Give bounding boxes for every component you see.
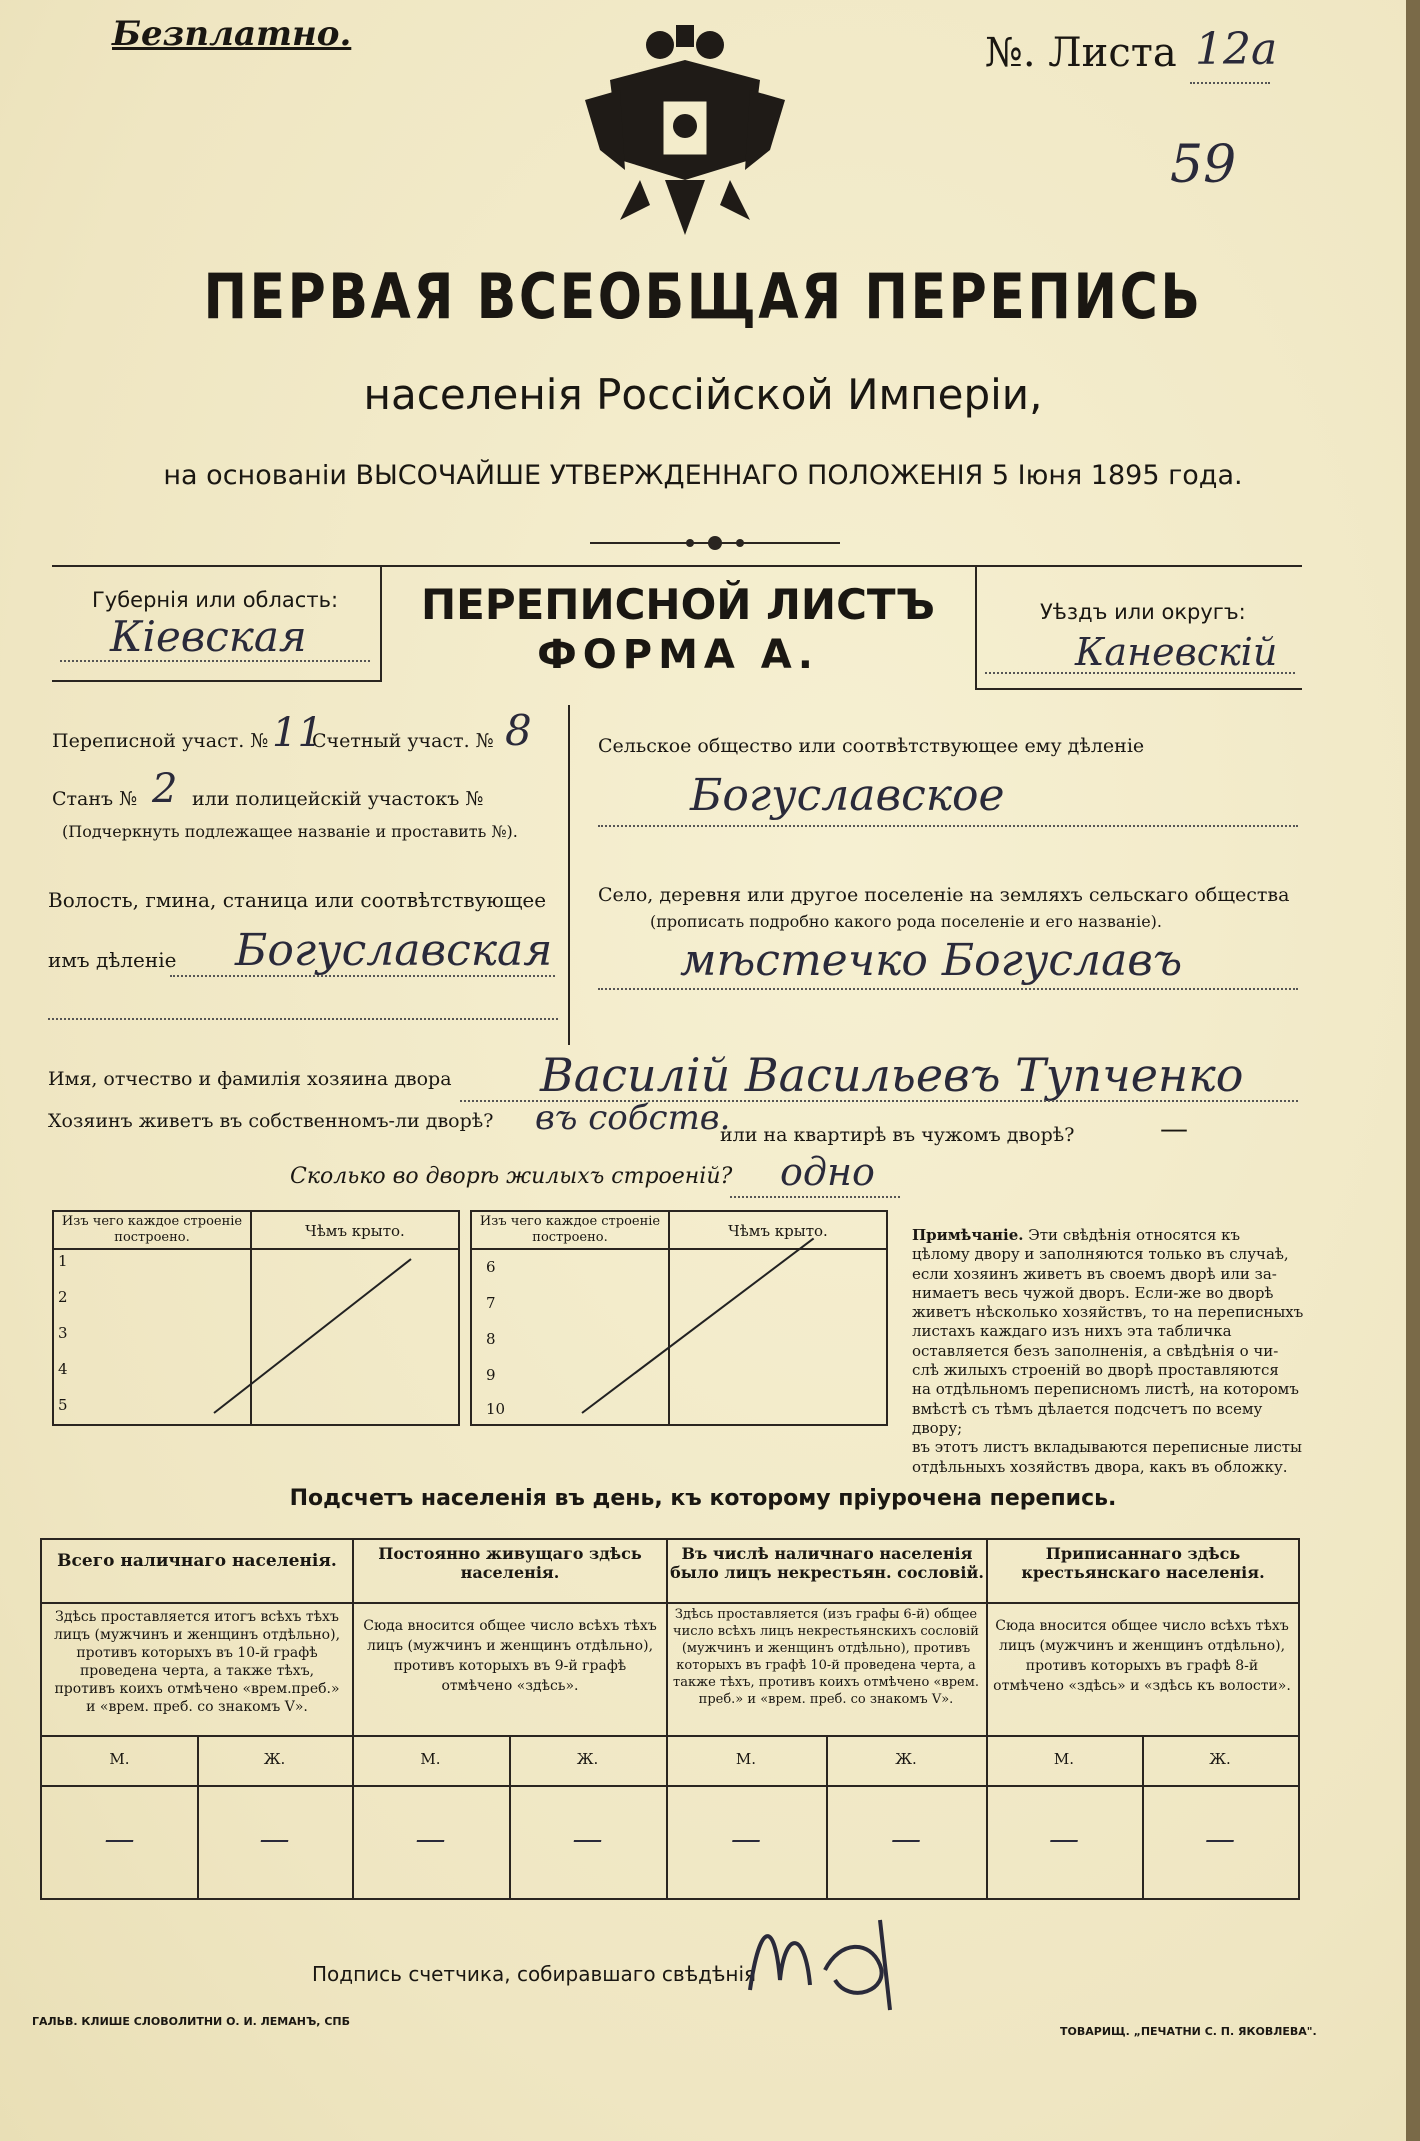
guberniya-label: Губернія или область: xyxy=(92,588,339,612)
stan-note: (Подчеркнуть подлежащее названіе и проставить №). xyxy=(62,822,518,841)
volost-line xyxy=(170,975,555,977)
zh-label-3: Ж. xyxy=(895,1750,917,1768)
lives-rest: или на квартирѣ въ чужомъ дворѣ? xyxy=(720,1124,1075,1146)
buildings-value: одно xyxy=(780,1150,875,1194)
buildings-col1-header-right: Изъ чего каждое строеніе построено. xyxy=(479,1214,661,1245)
sheet-number-value: 12а xyxy=(1195,24,1278,75)
subtitle: населенія Россійской Имперіи, xyxy=(363,370,1043,419)
uezd-label: Уѣздъ или округъ: xyxy=(1040,600,1246,624)
count-col2-body: Сюда вносится общее число всѣхъ тѣхъ лицъ (мужчинъ и женщинъ отдѣльно), противъ которыхъ въ 9-й графѣ отмѣчено «здѣсь». xyxy=(363,1618,657,1694)
signature-mark xyxy=(730,1910,930,2020)
volost-label2: имъ дѣленіе xyxy=(48,948,177,972)
note-line-11: отдѣльныхъ хозяйствъ двора, какъ въ обложку. xyxy=(912,1457,1288,1476)
perepisnoi-label: Переписной участ. № xyxy=(52,730,269,752)
guberniya-value: Кіевская xyxy=(110,612,307,661)
note-line-7: слѣ жилыхъ строеній во дворѣ проставляются xyxy=(912,1361,1279,1380)
schetny-value: 8 xyxy=(505,706,532,755)
note-block xyxy=(912,1226,1307,1477)
count-col2-head: Постоянно живущаго здѣсь населенія. xyxy=(378,1544,642,1582)
count-col4-body: Сюда вносится общее число всѣхъ тѣхъ лицъ (мужчинъ и женщинъ отдѣльно), противъ которыхъ въ графѣ 8-й отмѣчено «здѣсь» и «здѣсь къ волости». xyxy=(993,1618,1291,1694)
count-col4-head: Приписаннаго здѣсь крестьянскаго населенія. xyxy=(1021,1544,1265,1582)
stan-label: Станъ № xyxy=(52,788,138,810)
basis-line: на основаніи ВЫСОЧАЙШЕ УТВЕРЖДЕННАГО ПОЛОЖЕНІЯ 5 Іюня 1895 года. xyxy=(163,460,1243,491)
row-1: 1 xyxy=(58,1252,68,1270)
count-col1-head: Всего наличнаго населенія. xyxy=(57,1551,337,1571)
schetny-label: Счетный участ. № xyxy=(312,730,494,752)
guberniya-line xyxy=(60,660,370,662)
note-line-0: Эти свѣдѣнія относятся къ xyxy=(1028,1226,1241,1244)
count-title: Подсчетъ населенія въ день, къ которому пріурочена перепись. xyxy=(289,1486,1117,1511)
stan-value: 2 xyxy=(152,766,178,812)
count-col3-head: Въ числѣ наличнаго населенія было лицъ некрестьян. сословій. xyxy=(670,1544,984,1582)
note-line-10: въ этотъ листъ вкладываются переписные листы xyxy=(912,1438,1302,1457)
main-title: ПЕРВАЯ ВСЕОБЩАЯ ПЕРЕПИСЬ xyxy=(203,260,1203,333)
buildings-table-right xyxy=(470,1210,888,1426)
stan-rest: или полицейскій участокъ № xyxy=(192,788,484,810)
selo-line xyxy=(598,988,1298,990)
row-7: 7 xyxy=(486,1294,496,1312)
ornament-divider xyxy=(590,528,840,558)
uezd-line xyxy=(985,672,1295,674)
strike-line-left xyxy=(213,1258,411,1413)
row-3: 3 xyxy=(58,1324,68,1342)
form-subtitle: ФОРМА А. xyxy=(537,632,819,678)
zh-label-1: Ж. xyxy=(263,1750,286,1768)
left-printer-mark: ГАЛЬВ. КЛИШЕ СЛОВОЛИТНИ О. И. ЛЕМАНЪ, СПБ xyxy=(32,2015,350,2028)
form-title: ПЕРЕПИСНОЙ ЛИСТЪ xyxy=(420,580,936,629)
note-line-9: вмѣстѣ съ тѣмъ дѣлается подсчетъ по всему двору; xyxy=(912,1399,1263,1437)
free-label: Безплатно. xyxy=(112,14,352,54)
volost-line2 xyxy=(48,1018,558,1020)
count-col1-body: Здѣсь проставляется итогъ всѣхъ тѣхъ лицъ (мужчинъ и женщинъ отдѣльно), противъ которыхъ въ 10-й графѣ проведена черта, а также тѣхъ, противъ коихъ отмѣчено «врем.преб.» и «врем. преб. со знакомъ V». xyxy=(53,1609,341,1715)
value-dash-8: — xyxy=(1205,1822,1235,1857)
value-dash-6: — xyxy=(891,1822,921,1857)
buildings-col2-header-right: Чѣмъ крыто. xyxy=(728,1222,828,1240)
buildings-col2-header: Чѣмъ крыто. xyxy=(305,1222,405,1240)
buildings-table-left xyxy=(52,1210,460,1426)
value-dash-2: — xyxy=(259,1822,290,1857)
note-line-2: если хозяинъ живетъ въ своемъ дворѣ или за- xyxy=(912,1264,1277,1283)
imperial-eagle-emblem xyxy=(580,20,790,250)
volost-label: Волость, гмина, станица или соотвѣтствующее xyxy=(48,888,547,912)
sheet-number-line xyxy=(1190,82,1270,84)
value-dash-3: — xyxy=(415,1822,446,1857)
count-table xyxy=(40,1538,1300,1900)
buildings-line xyxy=(730,1196,900,1198)
value-dash-4: — xyxy=(572,1822,603,1857)
right-printer-mark: ТОВАРИЩ. „ПЕЧАТНИ С. П. ЯКОВЛЕВА". xyxy=(1060,2025,1317,2038)
lives-label: Хозяинъ живетъ въ собственномъ-ли дворѣ? xyxy=(48,1110,494,1132)
buildings-label: Сколько во дворѣ жилыхъ строеній? xyxy=(290,1164,733,1189)
row-2: 2 xyxy=(58,1288,68,1306)
note-line-1: цѣлому двору и заполняются только въ случаѣ, xyxy=(912,1245,1289,1264)
value-dash-5: — xyxy=(731,1822,761,1857)
row-8: 8 xyxy=(486,1330,496,1348)
buildings-col1-header: Изъ чего каждое строеніе построено. xyxy=(61,1214,243,1245)
row-10: 10 xyxy=(486,1400,506,1418)
selskoe-value: Богуславское xyxy=(690,770,1005,821)
owner-value: Василій Васильевъ Тупченко xyxy=(540,1048,1244,1102)
selskoe-line xyxy=(598,825,1298,827)
m-label-2: М. xyxy=(420,1750,441,1768)
note-line-6: оставляется безъ заполненія, а свѣдѣнія о чи- xyxy=(912,1341,1279,1360)
row-6: 6 xyxy=(486,1258,496,1276)
lives-dash: — xyxy=(1160,1112,1188,1145)
selo-note: (прописать подробно какого рода поселеніе и его названіе). xyxy=(650,912,1162,931)
archive-number: 59 xyxy=(1170,135,1237,195)
perepisnoi-value: 11 xyxy=(272,710,323,756)
selskoe-label: Сельское общество или соотвѣтствующее ему дѣленіе xyxy=(598,735,1145,757)
note-line-5: листахъ каждаго изъ нихъ эта табличка xyxy=(912,1322,1232,1341)
volost-value: Богуславская xyxy=(235,925,553,976)
zh-label-2: Ж. xyxy=(576,1750,599,1768)
lives-value: въ собств. xyxy=(535,1098,731,1138)
note-head: Примѣчаніе. xyxy=(912,1226,1024,1244)
row-9: 9 xyxy=(486,1366,496,1384)
note-line-3: нимаетъ весь чужой дворъ. Если-же во дворѣ xyxy=(912,1283,1274,1302)
strike-line-right xyxy=(581,1238,814,1414)
count-col3-body: Здѣсь проставляется (изъ графы 6-й) общее число всѣхъ лицъ некрестьянскихъ сословій (мужчинъ и женщинъ отдѣльно), противъ которыхъ въ графѣ 10-й проведена черта, а также тѣхъ, противъ коихъ отмѣчено «врем. преб.» и «врем. преб. со знакомъ V». xyxy=(673,1607,979,1707)
value-dash-7: — xyxy=(1049,1822,1079,1857)
m-label-4: М. xyxy=(1053,1750,1075,1768)
note-line-4: живетъ нѣсколько хозяйствъ, то на переписныхъ xyxy=(912,1303,1304,1322)
m-label-3: М. xyxy=(735,1750,757,1768)
owner-label: Имя, отчество и фамилія хозяина двора xyxy=(48,1068,452,1090)
row-4: 4 xyxy=(58,1360,68,1378)
selo-label: Село, деревня или другое поселеніе на земляхъ сельскаго общества xyxy=(598,884,1290,906)
selo-value: мѣстечко Богуславъ xyxy=(680,935,1183,986)
row-5: 5 xyxy=(58,1396,68,1414)
zh-label-4: Ж. xyxy=(1209,1750,1231,1768)
value-dash-1: — xyxy=(104,1822,135,1857)
signature-label: Подпись счетчика, собиравшаго свѣдѣнія xyxy=(312,1962,757,1986)
m-label-1: М. xyxy=(109,1750,130,1768)
sheet-number-label: №. Листа xyxy=(985,30,1177,76)
note-line-8: на отдѣльномъ переписномъ листѣ, на которомъ xyxy=(912,1380,1299,1399)
uezd-value: Каневскій xyxy=(1075,630,1278,674)
